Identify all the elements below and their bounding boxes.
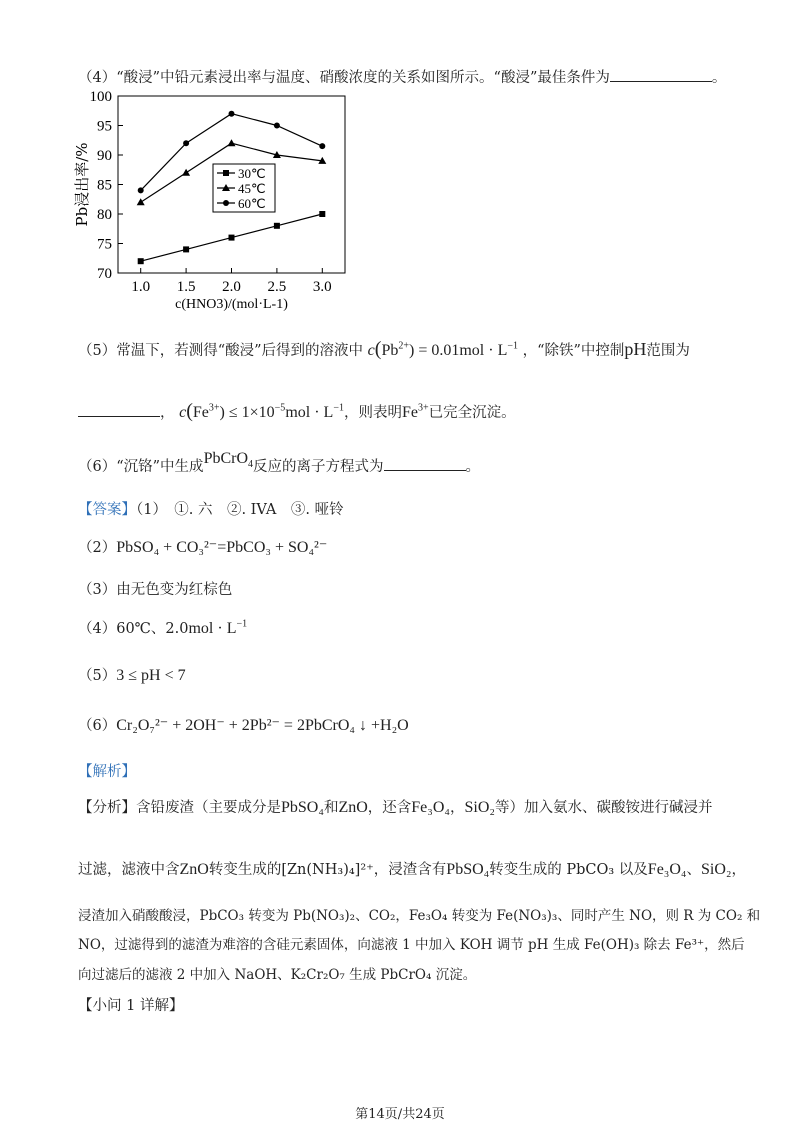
- answer-4-unit-exp: −1: [236, 618, 248, 630]
- q5-text-3: 范围为: [646, 343, 690, 359]
- legend-label: 30℃: [238, 166, 266, 181]
- ph-symbol: pH: [624, 339, 647, 359]
- data-point: [183, 246, 189, 252]
- answer-blank: [384, 456, 466, 471]
- y-axis-label: Pb浸出率/%: [73, 142, 91, 227]
- answer-label: 【答案】: [78, 502, 136, 518]
- answer-blank: [78, 402, 160, 417]
- answer-1: [78, 498, 344, 519]
- data-point: [319, 211, 325, 217]
- answer-2-num: （2）: [78, 540, 117, 556]
- answer-4: [78, 617, 247, 638]
- data-point: [274, 123, 280, 129]
- comma: ，: [160, 405, 175, 421]
- question-4: [78, 66, 726, 87]
- x-tick-label: 2.0: [222, 279, 241, 295]
- q5-text-6: 已完全沉淀。: [428, 405, 516, 421]
- analysis-line-1: 【分析】含铅废渣（主要成分是PbSO₄和ZnO，还含Fe₃O₄，SiO₂等）加入氨水、碳酸铵进行碱浸并: [78, 799, 713, 816]
- answer-5-expr: 3 ≤ pH < 7: [116, 667, 186, 684]
- sub-question-1-heading: [78, 994, 183, 1015]
- analysis-label: 【解析】: [78, 764, 136, 780]
- y-tick-label: 70: [97, 266, 112, 282]
- x-tick-label: 2.5: [267, 279, 287, 295]
- data-point: [229, 111, 235, 117]
- sub-question-1-label: 【小问 1 详解】: [78, 998, 184, 1014]
- y-tick-label: 100: [89, 89, 112, 105]
- y-tick-label: 90: [97, 148, 112, 164]
- answer-6-equation: Cr₂O₇²⁻ + 2OH⁻ + 2Pb²⁻ = 2PbCrO₄ ↓ +H₂O: [116, 717, 409, 734]
- pbcro4-formula: PbCrO$_4$: [203, 450, 254, 471]
- x-tick-label: 1.0: [131, 279, 151, 295]
- answer-5: [78, 664, 186, 685]
- data-point: [138, 258, 144, 264]
- data-point: [228, 139, 236, 146]
- fenxi-label: 【分析】: [78, 800, 136, 816]
- question-4-text: （4）“酸浸”中铅元素浸出率与温度、硝酸浓度的关系如图所示。“酸浸”最佳条件为: [78, 70, 610, 86]
- question-5-line-2: [78, 400, 516, 423]
- data-point: [183, 140, 189, 146]
- answer-4-unit: mol · L: [188, 620, 237, 637]
- question-5-line-1: [78, 338, 690, 361]
- leaching-rate-chart: [70, 86, 370, 316]
- answer-6-num: （6）: [78, 718, 117, 734]
- q6-text-2: 反应的离子方程式为: [253, 459, 384, 475]
- q6-text-1: （6）“沉铬”中生成: [78, 459, 204, 475]
- answer-6: [78, 714, 409, 735]
- x-axis-label: c(HNO3)/(mol·L-1): [175, 297, 288, 312]
- answer-blank: [610, 67, 712, 82]
- pb-value: ) = 0.01mol · L: [409, 342, 508, 359]
- data-point: [274, 223, 280, 229]
- pb-charge: 2+: [398, 340, 409, 352]
- q5-text-1: （5）常温下，若测得“酸浸”后得到的溶液中: [78, 343, 364, 359]
- pb-symbol: Pb: [381, 342, 399, 359]
- data-point: [229, 235, 235, 241]
- page-footer: 第14页/共24页: [355, 1107, 445, 1122]
- y-tick-label: 80: [97, 207, 112, 223]
- data-point: [137, 198, 145, 205]
- x-tick-label: 1.5: [176, 279, 196, 295]
- answer-1-text: （1） ①. 六 ②. IVA ③. 哑铃: [136, 502, 344, 518]
- data-point: [138, 187, 144, 193]
- answer-5-num: （5）: [78, 668, 117, 684]
- conc-symbol: c: [367, 342, 375, 359]
- analysis-line-4: NO，过滤得到的滤渣为难溶的含硅元素固体，向滤液 1 中加入 KOH 调节 pH 生成 Fe(OH)₃ 除去 Fe³⁺，然后: [78, 937, 745, 953]
- analysis-line-2: 过滤，滤液中含ZnO转变生成的[Zn(NH₃)₄]²⁺，浸渣含有PbSO₄转变生成的 PbCO₃ 以及Fe₃O₄、SiO₂，: [78, 861, 746, 878]
- y-tick-label: 75: [97, 236, 112, 253]
- analysis-line-3: 浸渣加入硝酸酸浸，PbCO₃ 转变为 Pb(NO₃)₂、CO₂，Fe₃O₄ 转变为 Fe(NO₃)₃、同时产生 NO，则 R 为 CO₂ 和: [78, 908, 761, 924]
- q5-text-5: ，则表明: [343, 405, 402, 421]
- x-tick-label: 3.0: [312, 279, 332, 295]
- pb-unit-exp: −1: [507, 340, 518, 352]
- analysis-line-5: 向过滤后的滤液 2 中加入 NaOH、K₂Cr₂O₇ 生成 PbCrO₄ 沉淀。: [78, 967, 477, 983]
- y-tick-label: 95: [97, 118, 112, 135]
- data-point: [182, 169, 190, 176]
- legend-label: 60℃: [238, 196, 266, 211]
- answer-2: [78, 536, 327, 557]
- answer-4-text: （4）60℃、2.0: [78, 621, 189, 637]
- fe-limit-expr: $c(Fe^{3+}) \le 1\times 10^{-5}mol \cdot L^{-1}$: [179, 400, 344, 422]
- period: 。: [465, 459, 481, 475]
- answer-3-text: （3）由无色变为红棕色: [78, 582, 233, 598]
- legend-marker: [223, 170, 229, 176]
- q5-text-2: ，“除铁”中控制: [522, 343, 625, 359]
- legend-marker: [223, 200, 229, 206]
- analysis-label-line: [78, 760, 136, 781]
- fe3-ion: $Fe^{3+}$: [401, 402, 429, 421]
- answer-3: [78, 578, 232, 599]
- answer-2-equation: PbSO₄ + CO₃²⁻=PbCO₃ + SO₄²⁻: [116, 539, 328, 556]
- y-tick-label: 85: [97, 177, 112, 194]
- data-point: [319, 143, 325, 149]
- legend-label: 45℃: [238, 181, 266, 196]
- question-6: [78, 450, 481, 478]
- pb-concentration-expr: $c(Pb^{2+}) = 0.01mol \cdot L^{-1}$: [367, 338, 518, 360]
- period: 。: [711, 70, 727, 86]
